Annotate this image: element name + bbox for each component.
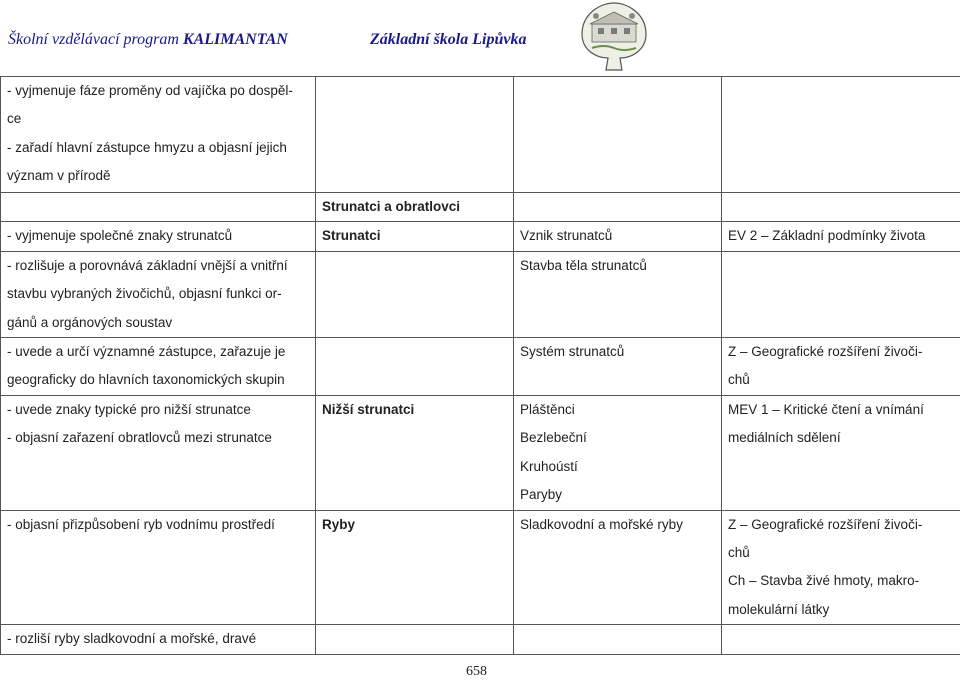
table-cell-c3 [514, 510, 722, 625]
table-cell-c3 [514, 251, 722, 337]
cell-line: - vyjmenuje fáze proměny od vajíčka po dospěl- [7, 83, 293, 98]
table-row [1, 251, 960, 337]
table-cell-c2 [316, 510, 514, 625]
cell-line: stavbu vybraných živočichů, objasní funkci or- [7, 286, 282, 302]
program-prefix: Školní vzdělávací program [8, 31, 179, 48]
table-cell-c3 [514, 193, 722, 222]
cell-line: Pláštěnci [520, 402, 575, 418]
cell-line: chů [728, 372, 750, 388]
table-cell-c2 [316, 77, 514, 193]
cell-line: Ch – Stavba živé hmoty, makro- [728, 573, 920, 589]
table-row [1, 338, 960, 396]
table-row [1, 193, 960, 222]
table-cell-c3 [514, 338, 722, 396]
cell-line: MEV 1 – Kritické čtení a vnímání [728, 402, 924, 418]
table-cell-c2 [316, 338, 514, 396]
cell-line: ce [7, 111, 22, 127]
table-cell-c4 [722, 77, 960, 193]
table-cell-c4 [722, 251, 960, 337]
page-number: 658 [466, 664, 487, 679]
table-cell-c3 [514, 625, 722, 654]
cell-line: - objasní zařazení obratlovců mezi strunatce [7, 430, 272, 446]
program-name: KALIMANTAN [182, 31, 288, 48]
table-cell-c2 [316, 396, 514, 511]
cell-line: Vznik strunatců [520, 228, 613, 244]
table-cell-c1 [1, 222, 316, 251]
table-cell-c1 [1, 338, 316, 396]
table-cell-c1 [1, 510, 316, 625]
cell-line: chů [728, 545, 750, 561]
table-cell-c2 [316, 222, 514, 251]
cell-line: - rozlišuje a porovnává základní vnější a vnitřní [7, 257, 288, 273]
cell-line: - objasní přizpůsobení ryb vodnímu prostředí [7, 516, 275, 532]
cell-line: Bezlebeční [520, 430, 587, 446]
table-cell-c4 [722, 625, 960, 654]
table-cell-c2 [316, 193, 514, 222]
page-header [0, 0, 960, 76]
cell-line: Strunatci [322, 228, 381, 244]
table-cell-c4 [722, 510, 960, 625]
table-cell-c1 [1, 77, 316, 193]
table-row [1, 510, 960, 625]
cell-line: mediálních sdělení [728, 430, 841, 446]
school-name: Základní škola Lipůvka [370, 31, 527, 48]
table-cell-c1 [1, 193, 316, 222]
curriculum-table [0, 76, 960, 655]
cell-line: Kruhoústí [520, 458, 578, 474]
cell-line [7, 193, 309, 221]
cell-line: gánů a orgánových soustav [7, 314, 173, 330]
cell-line: Z – Geografické rozšíření živoči- [728, 344, 923, 360]
table-cell-c1 [1, 251, 316, 337]
cell-line: - vyjmenuje společné znaky strunatců [7, 228, 233, 244]
cell-line: EV 2 – Základní podmínky života [728, 228, 926, 244]
table-cell-c3 [514, 222, 722, 251]
table-cell-c3 [514, 77, 722, 193]
cell-line: Strunatci a obratlovci [322, 199, 461, 214]
table-row [1, 77, 960, 193]
cell-line: - zařadí hlavní zástupce hmyzu a objasní jejich [7, 139, 287, 155]
table-cell-c4 [722, 222, 960, 251]
table-cell-c4 [722, 338, 960, 396]
cell-line: - rozliší ryby sladkovodní a mořské, dravé [7, 631, 257, 647]
table-cell-c3 [514, 396, 722, 511]
cell-line: Paryby [520, 487, 563, 503]
cell-line: molekulární látky [728, 601, 830, 617]
table-cell-c1 [1, 625, 316, 654]
school-logo [578, 0, 650, 74]
table-cell-c4 [722, 193, 960, 222]
cell-line: význam v přírodě [7, 168, 111, 184]
program-title [8, 31, 288, 49]
cell-line: - uvede znaky typické pro nižší strunatce [7, 402, 251, 418]
table-cell-c2 [316, 625, 514, 654]
cell-line: Sladkovodní a mořské ryby [520, 516, 683, 532]
table-row [1, 222, 960, 251]
cell-line: Nižší strunatci [322, 402, 415, 418]
table-cell-c1 [1, 396, 316, 511]
cell-line: Z – Geografické rozšíření živoči- [728, 516, 923, 532]
table-row [1, 396, 960, 511]
cell-line: Systém strunatců [520, 344, 625, 360]
cell-line: Ryby [322, 516, 356, 532]
cell-line: Stavba těla strunatců [520, 257, 647, 273]
table-cell-c2 [316, 251, 514, 337]
table-row [1, 625, 960, 654]
table-cell-c4 [722, 396, 960, 511]
cell-line: geograficky do hlavních taxonomických skupin [7, 372, 285, 388]
cell-line: - uvede a určí významné zástupce, zařazuje je [7, 344, 286, 360]
